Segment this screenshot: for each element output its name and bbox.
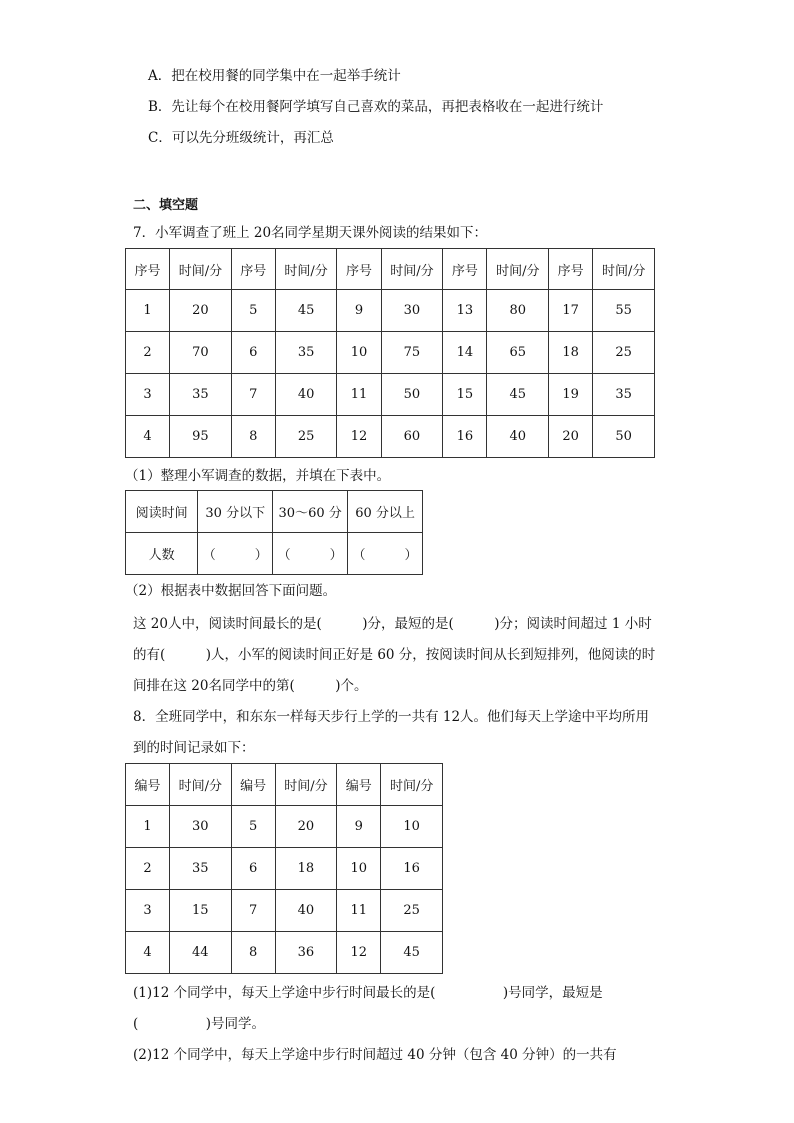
table-cell: 2 [126, 332, 170, 374]
table-cell: 44 [170, 932, 232, 974]
q7-answer-line-3: 间排在这 20名同学中的第( )个。 [133, 678, 368, 694]
table-cell: 4 [126, 416, 170, 458]
q7-answer-line-2: 的有( )人，小军的阅读时间正好是 60 分，按阅读时间从长到短排列，他阅读的时 [133, 647, 656, 663]
table-cell: 6 [231, 332, 275, 374]
table-cell: 10 [337, 332, 381, 374]
table-cell: 14 [443, 332, 487, 374]
table-cell: 60 [381, 416, 443, 458]
table-cell: 11 [337, 890, 381, 932]
table-cell: 25 [381, 890, 443, 932]
table-cell: 19 [549, 374, 593, 416]
table-cell: 20 [170, 290, 232, 332]
table-cell: 时间/分 [381, 764, 443, 806]
table-cell: 序号 [549, 249, 593, 290]
table-cell: 7 [231, 374, 275, 416]
table-cell: 3 [126, 374, 170, 416]
table-cell: 9 [337, 806, 381, 848]
table-cell: 4 [126, 932, 170, 974]
table-cell: （ ） [273, 533, 348, 575]
table-cell: 20 [549, 416, 593, 458]
table-cell: 时间/分 [170, 249, 232, 290]
table-cell: 36 [275, 932, 337, 974]
table-cell: 80 [487, 290, 549, 332]
table-cell: 时间/分 [381, 249, 443, 290]
q7-summary-table [125, 490, 423, 575]
option-a: A．把在校用餐的同学集中在一起举手统计 [148, 68, 401, 84]
table-cell: 55 [593, 290, 655, 332]
table-cell: 65 [487, 332, 549, 374]
table-cell: 5 [231, 290, 275, 332]
section-title: 二、填空题 [133, 198, 199, 213]
table-cell: 30 [381, 290, 443, 332]
table-cell: 40 [275, 374, 337, 416]
table-cell: 18 [275, 848, 337, 890]
table-cell: 40 [487, 416, 549, 458]
table-cell: 时间/分 [275, 764, 337, 806]
q8-intro-line-2: 到的时间记录如下： [133, 740, 255, 756]
table-cell: 编号 [126, 764, 170, 806]
table-cell: 时间/分 [593, 249, 655, 290]
q8-intro-line-1: 8．全班同学中，和东东一样每天步行上学的一共有 12人。他们每天上学途中平均所用 [133, 709, 650, 725]
table-cell: 50 [593, 416, 655, 458]
table-row [126, 374, 655, 416]
table-cell: 11 [337, 374, 381, 416]
table-cell: 时间/分 [275, 249, 337, 290]
table-cell: 阅读时间 [126, 491, 198, 533]
q8-data-table [125, 763, 443, 974]
table-row [126, 533, 423, 575]
table-cell: 序号 [337, 249, 381, 290]
table-cell: 45 [487, 374, 549, 416]
table-row [126, 332, 655, 374]
table-cell: 20 [275, 806, 337, 848]
table-cell: 75 [381, 332, 443, 374]
table-cell: 18 [549, 332, 593, 374]
table-cell: 1 [126, 806, 170, 848]
table-cell: 5 [231, 806, 275, 848]
table-cell: 8 [231, 932, 275, 974]
table-header-row [126, 491, 423, 533]
table-cell: 30～60 分 [273, 491, 348, 533]
table-cell: 时间/分 [487, 249, 549, 290]
table-cell: 15 [170, 890, 232, 932]
q8-sub-line-1: (1)12 个同学中，每天上学途中步行时间最长的是( )号同学，最短是 [133, 985, 603, 1001]
table-cell: 35 [593, 374, 655, 416]
table-cell: 16 [443, 416, 487, 458]
table-cell: 35 [170, 374, 232, 416]
table-cell: 25 [593, 332, 655, 374]
table-cell: （ ） [348, 533, 423, 575]
table-cell: 60 分以上 [348, 491, 423, 533]
table-cell: 6 [231, 848, 275, 890]
table-cell: 45 [381, 932, 443, 974]
table-cell: 12 [337, 416, 381, 458]
table-cell: 1 [126, 290, 170, 332]
table-cell: 7 [231, 890, 275, 932]
table-cell: 10 [381, 806, 443, 848]
table-row [126, 806, 443, 848]
table-header-row [126, 249, 655, 290]
table-cell: 30 分以下 [198, 491, 273, 533]
table-cell: 35 [170, 848, 232, 890]
table-cell: 35 [275, 332, 337, 374]
table-cell: 序号 [126, 249, 170, 290]
table-cell: 16 [381, 848, 443, 890]
table-row [126, 416, 655, 458]
q7-data-table [125, 248, 655, 458]
table-cell: 12 [337, 932, 381, 974]
table-cell: 45 [275, 290, 337, 332]
table-cell: 编号 [231, 764, 275, 806]
table-cell: 13 [443, 290, 487, 332]
table-cell: 50 [381, 374, 443, 416]
table-cell: 70 [170, 332, 232, 374]
table-row [126, 848, 443, 890]
table-cell: 30 [170, 806, 232, 848]
table-cell: 时间/分 [170, 764, 232, 806]
table-cell: 序号 [231, 249, 275, 290]
table-cell: 17 [549, 290, 593, 332]
q8-sub-line-3: (2)12 个同学中，每天上学途中步行时间超过 40 分钟（包含 40 分钟）的一共有 [133, 1047, 617, 1063]
q7-part1: （1）整理小军调查的数据，并填在下表中。 [125, 468, 391, 484]
table-cell: 编号 [337, 764, 381, 806]
q7-answer-line-1: 这 20人中，阅读时间最长的是( )分，最短的是( )分；阅读时间超过 1 小时 [133, 616, 652, 632]
table-cell: （ ） [198, 533, 273, 575]
table-cell: 序号 [443, 249, 487, 290]
option-c: C．可以先分班级统计，再汇总 [148, 130, 334, 146]
option-b: B．先让每个在校用餐阿学填写自己喜欢的菜品，再把表格收在一起进行统计 [148, 99, 604, 115]
table-row [126, 890, 443, 932]
table-cell: 8 [231, 416, 275, 458]
table-cell: 40 [275, 890, 337, 932]
q8-sub-line-2: ( )号同学。 [133, 1016, 266, 1032]
table-cell: 25 [275, 416, 337, 458]
table-cell: 3 [126, 890, 170, 932]
table-cell: 15 [443, 374, 487, 416]
table-header-row [126, 764, 443, 806]
table-cell: 10 [337, 848, 381, 890]
table-cell: 人数 [126, 533, 198, 575]
table-cell: 9 [337, 290, 381, 332]
table-row [126, 290, 655, 332]
table-cell: 95 [170, 416, 232, 458]
q7-intro: 7．小军调查了班上 20名同学星期天课外阅读的结果如下： [133, 225, 488, 241]
table-row [126, 932, 443, 974]
table-cell: 2 [126, 848, 170, 890]
q7-part2: （2）根据表中数据回答下面问题。 [125, 583, 337, 599]
